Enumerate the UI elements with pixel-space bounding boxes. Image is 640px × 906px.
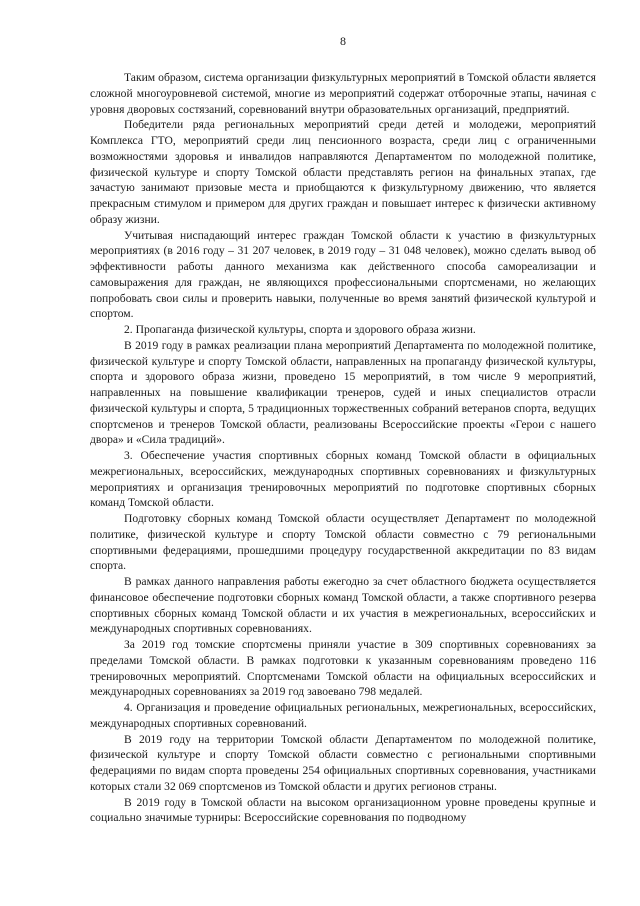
paragraph-financing: В рамках данного направления работы ежегодно за счет областного бюджета осуществляется финансовое обеспечение подготовки сборных команд Томской области, а также спортивного резерва спортивных сборных команд Томской области и их участия в межрегиональных, всероссийских и международных спортивных соревнованиях. [90, 575, 596, 636]
paragraph-official-competitions: В 2019 году на территории Томской области Департаментом по молодежной политике, физической культуре и спорту Томской области совместно с региональными спортивными федерациями по видам спорта проведены 254 официальных спортивных соревнования, участниками которых стали 32 069 спортсменов из Томской области и других регионов страны. [90, 732, 596, 793]
paragraph-summary-system: Таким образом, система организации физкультурных мероприятий в Томской области является сложной многоуровневой системой, многие из мероприятий содержат отборочные этапы, начиная с уровня дворовых состязаний, соревнований внутри образовательных организаций, предприятий. [90, 71, 596, 116]
paragraph-propaganda-events: В 2019 году в рамках реализации плана мероприятий Департамента по молодежной политике, физической культуре и спорту Томской области, направленных на пропаганду физической культуры, спорта и здорового образа жизни, проведено 15 мероприятий, в том числе 9 мероприятий, направленных на повышение квалификации тренеров, судей и иных специалистов отрасли физической культуры и спорта, 5 традиционных торжественных собраний ветеранов спорта, ведущих спортсменов и тренеров Томской области, реализованы Всероссийские проекты «Герои с нашего двора» и «Сила традиций». [90, 338, 596, 447]
paragraph-winners: Победители ряда региональных мероприятий среди детей и молодежи, мероприятий Комплекса ГТО, мероприятий среди лиц пенсионного возраста, среди лиц с ограниченными возможностями здоровья и инвалидов направляются Департаментом по молодежной политике, физической культуре и спорту Томской области представлять регион на финальных этапах, где зачастую занимают призовые места и приобщаются к физкультурному движению, что является прекрасным стимулом и примером для других граждан и повышает интерес к физически активному образу жизни. [90, 118, 596, 226]
section-heading-team-participation: 3. Обеспечение участия спортивных сборных команд Томской области в официальных межрегиональных, всероссийских, международных спортивных соревнованиях и физкультурных мероприятиях и организация тренировочных мероприятий по подготовке спортивных сборных команд Томской области. [90, 449, 596, 510]
paragraph-tournaments: В 2019 году в Томской области на высоком организационном уровне проведены крупные и социально значимые турниры: Всероссийские соревнования по подводному [90, 795, 596, 825]
paragraph-participation-interest: Учитывая ниспадающий интерес граждан Томской области к участию в физкультурных мероприятиях (в 2016 году – 31 207 человек, в 2019 году – 31 048 человек), можно сделать вывод об эффективности работы данного механизма как действенного способа самореализации и самовыражения для граждан, не являющихся профессиональными спортсменами, но желающих попробовать свои силы и проверить навыки, полученные во время занятий физической культурой и спортом. [90, 228, 596, 321]
section-heading-organization: 4. Организация и проведение официальных региональных, межрегиональных, всероссийских, международных спортивных соревнований. [90, 701, 596, 730]
paragraph-team-preparation: Подготовку сборных команд Томской области осуществляет Департамент по молодежной политике, физической культуре и спорту Томской области совместно с 79 региональными спортивными федерациями, прошедшими процедуру государственной аккредитации по 83 видам спорта. [90, 512, 596, 573]
section-heading-propaganda: 2. Пропаганда физической культуры, спорта и здорового образа жизни. [124, 323, 476, 336]
paragraph-competitions-2019: За 2019 год томские спортсмены приняли участие в 309 спортивных соревнованиях за пределами Томской области. В рамках подготовки к указанным соревнованиям проведено 116 тренировочных мероприятий. Спортсменами Томской области на официальных всероссийских и международных соревнованиях за 2019 год завоевано 798 медалей. [90, 638, 596, 699]
page-number: 8 [340, 34, 346, 48]
